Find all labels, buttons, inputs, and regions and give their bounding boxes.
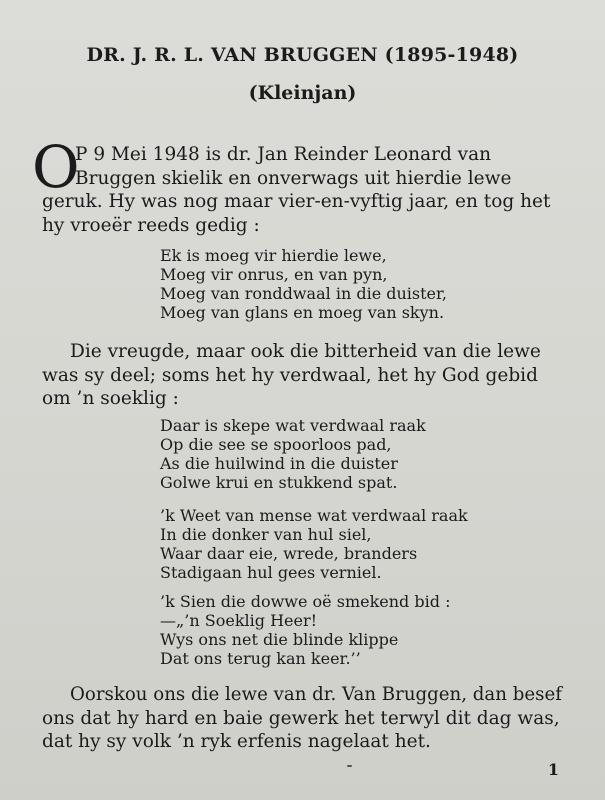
paragraph-line: om ’n soeklig : xyxy=(42,388,179,409)
verse-line: Waar daar eie, wrede, branders xyxy=(160,544,418,563)
paragraph-2 xyxy=(42,340,562,411)
verse-stanza-1 xyxy=(160,246,447,322)
verse-line: Stadigaan hul gees verniel. xyxy=(160,563,382,582)
verse-line: ’k Weet van mense wat verdwaal raak xyxy=(160,506,468,525)
paragraph-line: Die vreugde, maar ook die bitterheid van die lewe xyxy=(70,341,541,362)
verse-line: Moeg vir onrus, en van pyn, xyxy=(160,265,388,284)
verse-line: Moeg van ronddwaal in die duister, xyxy=(160,284,447,303)
verse-line: Op die see se spoorloos pad, xyxy=(160,435,392,454)
page-number: 1 xyxy=(547,760,559,779)
verse-line: ’k Sien die dowwe oë smekend bid : xyxy=(160,592,451,611)
intro-line: P 9 Mei 1948 is dr. Jan Reinder Leonard van xyxy=(75,144,492,165)
verse-line: Golwe krui en stukkend spat. xyxy=(160,473,398,492)
verse-line: Daar is skepe wat verdwaal raak xyxy=(160,416,426,435)
verse-line: Ek is moeg vir hierdie lewe, xyxy=(160,246,387,265)
paragraph-line: was sy deel; soms het hy verdwaal, het hy God gebid xyxy=(42,364,538,386)
verse-line: Dat ons terug kan keer.’’ xyxy=(160,649,361,668)
page-subtitle: (Kleinjan) xyxy=(248,82,357,104)
intro-line: Bruggen skielik en onverwags uit hierdie lewe xyxy=(75,167,512,189)
paragraph-line: ons dat hy hard en baie gewerk het terwyl dit dag was, xyxy=(42,707,560,729)
verse-line: —„’n Soeklig Heer! xyxy=(160,611,318,630)
intro-paragraph xyxy=(75,143,562,190)
verse-stanza-4 xyxy=(160,592,450,668)
verse-line: As die huilwind in die duister xyxy=(160,454,398,473)
paragraph-line: Oorskou ons die lewe van dr. Van Bruggen, dan besef xyxy=(70,684,562,705)
verse-line: Wys ons net die blinde klippe xyxy=(160,630,399,649)
page-title: DR. J. R. L. VAN BRUGGEN (1895-1948) xyxy=(86,44,519,66)
paragraph-3 xyxy=(42,683,562,754)
verse-stanza-2 xyxy=(160,416,426,492)
intro-paragraph-cont xyxy=(42,190,562,237)
paragraph-line: dat hy sy volk ’n ryk erfenis nagelaat het. xyxy=(42,731,431,752)
intro-line: hy vroeër reeds gedig : xyxy=(42,214,260,236)
print-speck xyxy=(347,765,352,767)
intro-line: geruk. Hy was nog maar vier-en-vyftig jaar, en tog het xyxy=(42,191,551,212)
drop-cap: O xyxy=(32,133,80,201)
verse-stanza-3 xyxy=(160,506,468,582)
verse-line: Moeg van glans en moeg van skyn. xyxy=(160,303,445,322)
verse-line: In die donker van hul siel, xyxy=(160,525,372,544)
